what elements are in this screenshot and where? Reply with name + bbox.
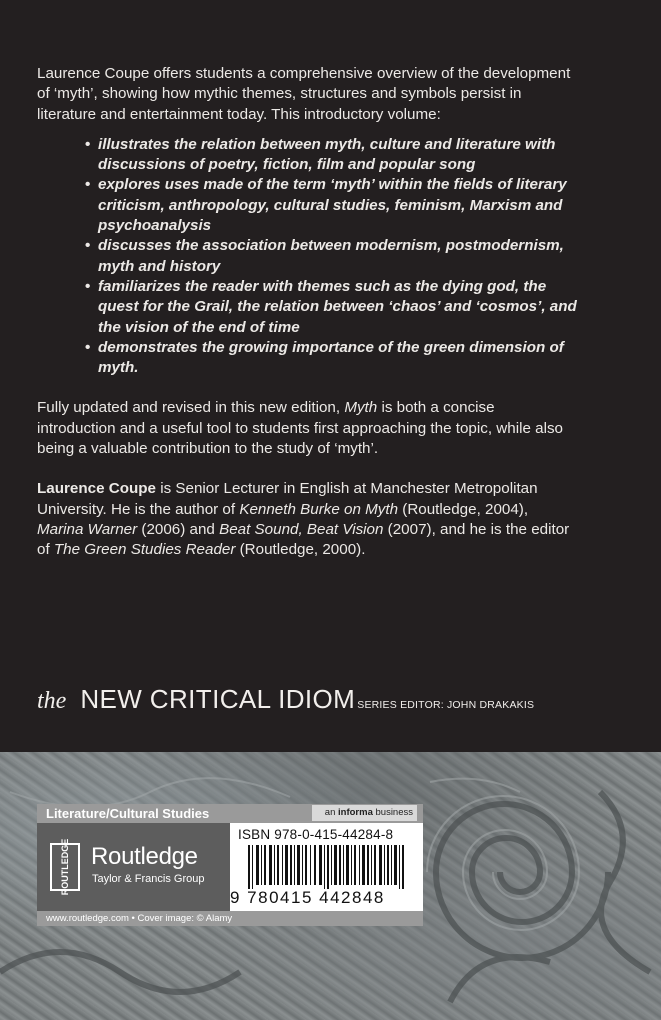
barcode-number: 9 780415 442848	[230, 888, 385, 907]
bio-text: is Senior Lecturer in English at Manchester Metropolitan University. He is the author of	[37, 480, 538, 518]
book-title: Myth	[344, 399, 378, 417]
edition-text: Fully updated and revised in this new edition,	[37, 399, 345, 417]
edition-paragraph	[37, 398, 577, 459]
bio-text: (2006) and	[137, 520, 220, 538]
author-name: Laurence Coupe	[37, 480, 156, 498]
book-title: The Green Studies Reader	[53, 541, 236, 559]
bio-text: (2007), and he is the editor of	[37, 520, 570, 559]
barcode-icon	[248, 845, 408, 889]
list-item: • explores uses made of the term ‘myth’ within the fields of literary criticism, anthropology, cultural studies, feminism, Marxism and psychoanalysis	[88, 175, 577, 236]
series-title	[37, 684, 534, 715]
routledge-logo-icon	[50, 838, 80, 896]
publisher-name: Routledge	[91, 843, 198, 870]
isbn: ISBN 978-0-415-44284-8	[238, 827, 394, 842]
author-bio	[37, 479, 577, 560]
list-item: • discusses the association between modernism, postmodernism, myth and history	[88, 236, 577, 277]
publisher-panel	[37, 804, 423, 926]
list-item: • familiarizes the reader with themes such as the dying god, the quest for the Grail, the relation between ‘chaos’ and ‘cosmos’, and the vision of the end of time	[88, 277, 577, 338]
book-title: Kenneth Burke on Myth	[239, 500, 399, 518]
informa-brand: informa	[338, 807, 373, 818]
website-credit: www.routledge.com • Cover image: © Alamy	[37, 911, 423, 926]
series-name: NEW CRITICAL IDIOM	[80, 684, 356, 714]
feature-list	[37, 135, 577, 379]
informa-text: an	[324, 807, 339, 818]
series-the: the	[37, 688, 67, 714]
subject-category: Literature/Cultural Studies	[46, 806, 210, 821]
book-title: Beat Sound, Beat Vision	[219, 520, 384, 538]
bio-text: (Routledge, 2000).	[235, 541, 366, 559]
publisher-group: Taylor & Francis Group	[92, 873, 205, 885]
book-title: Marina Warner	[37, 520, 138, 538]
informa-tag	[312, 805, 417, 821]
edition-text: is both a concise introduction and a useful tool to students first approaching the topic, while also being a valuable contribution to the study of ‘myth’.	[37, 399, 563, 458]
bio-text: (Routledge, 2004),	[398, 500, 529, 518]
barcode-panel	[230, 823, 423, 911]
list-item: • illustrates the relation between myth, culture and literature with discussions of poetry, fiction, film and popular song	[88, 135, 577, 176]
routledge-logo	[37, 823, 230, 911]
series-editor: SERIES EDITOR: JOHN DRAKAKIS	[357, 699, 535, 711]
blurb	[37, 64, 577, 561]
subject-category-bar	[37, 804, 423, 823]
list-item: • demonstrates the growing importance of the green dimension of myth.	[88, 338, 577, 379]
logo-letters: ROUTLEDGE	[60, 838, 70, 896]
intro-paragraph: Laurence Coupe offers students a comprehensive overview of the development of ‘myth’, showing how mythic themes, structures and symbols persist in literature and entertainment today. This introductory volume:	[37, 65, 571, 123]
informa-text: business	[372, 807, 413, 818]
